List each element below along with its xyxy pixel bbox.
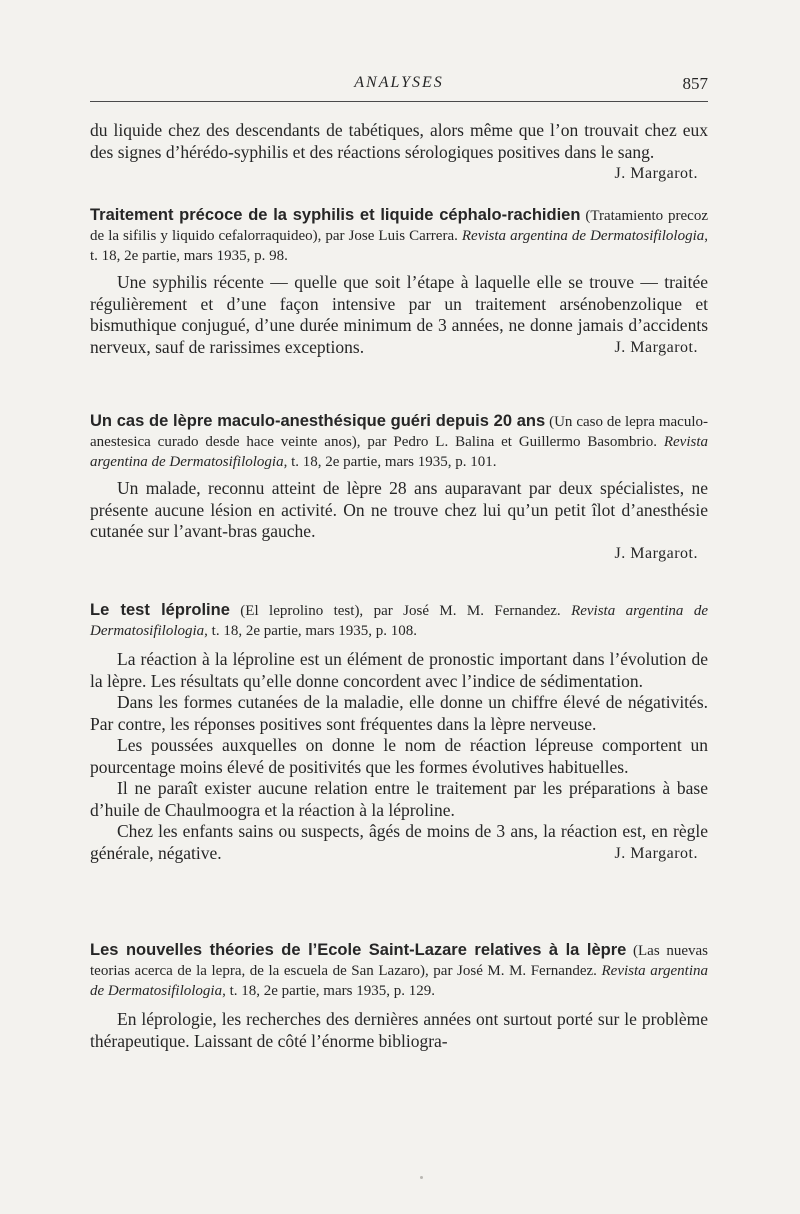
entry-1-ref-a: (Tratamiento precoz de la sifilis y liquido cefalorraquideo), par Jose Luis Carrera.: [90, 208, 708, 244]
entry-2-paragraph-1: Un malade, reconnu atteint de lèpre 28 ans auparavant par deux spécialistes, ne présente aucune lésion en activité. On ne trouve chez lui qu’un petit îlot d’anesthésie cutanée sur l’avant-bras gauche.: [90, 478, 708, 541]
header-rule: [90, 101, 708, 102]
intro-paragraph: [90, 120, 708, 182]
entry-1-ref-b: , t. 18, 2e partie, mars 1935, p. 98.: [90, 228, 708, 264]
intro-text: du liquide chez des descendants de tabétiques, alors même que l’on trouvait chez eux des signes d’hérédo-syphilis et des réactions sérologiques positives dans le sang.: [90, 120, 708, 162]
entry-3: [90, 600, 708, 864]
entry-1: [90, 205, 708, 358]
entry-3-heading: [90, 600, 708, 641]
entry-2-ref-a: (Un caso de lepra maculo-anestesica curado desde hace veinte anos), par Pedro L. Balina et Guillermo Basombrio.: [90, 414, 708, 450]
entry-2-title: Un cas de lèpre maculo-anesthésique guéri depuis 20 ans: [90, 412, 546, 430]
entry-4-ref-a: (Las nuevas teorias acerca de la lepra, de la escuela de San Lazaro), par José M. M. Fernandez.: [90, 943, 709, 979]
entry-1-journal: Revista argentina de Dermatosifilologia: [461, 228, 705, 244]
entry-4: [90, 940, 708, 1052]
entry-1-paragraph-1-text: Une syphilis récente — quelle que soit l’étape à laquelle elle se trouve — traitée régulièrement et d’une façon intensive par un traitement arsénobenzolique et bismuthique conjugué, d’une durée minimum de 3 années, ne donne jamais d’accidents nerveux, sauf de rarissimes exceptions.: [90, 272, 708, 357]
entry-2-signature: J. Margarot.: [614, 544, 698, 562]
intro-signature: J. Margarot.: [614, 165, 698, 182]
paper-speck: [420, 1176, 423, 1179]
entry-2: [90, 411, 708, 564]
entry-3-paragraph-3: Les poussées auxquelles on donne le nom de réaction lépreuse comportent un pourcentage moins élevé de positivités que les formes évolutives habituelles.: [90, 735, 708, 777]
entry-3-paragraph-4: Il ne paraît exister aucune relation entre le traitement par les préparations à base d’huile de Chaulmoogra et la réaction à la léproline.: [90, 778, 708, 820]
entry-3-paragraph-2: Dans les formes cutanées de la maladie, elle donne un chiffre élevé de négativités. Par contre, les réponses positives sont fréquentes dans la lèpre nerveuse.: [90, 692, 708, 734]
intro-block: [90, 120, 708, 185]
entry-2-heading: [90, 411, 708, 472]
entry-3-paragraph-5-text: Chez les enfants sains ou suspects, âgés de moins de 3 ans, la réaction est, en règle générale, négative.: [90, 821, 708, 863]
entry-3-ref-b: , t. 18, 2e partie, mars 1935, p. 108.: [204, 623, 418, 639]
entry-3-journal: Revista argentina de Dermatosifilologia: [90, 603, 708, 639]
entry-2-ref-b: , t. 18, 2e partie, mars 1935, p. 101.: [283, 454, 497, 470]
entry-4-ref-b: , t. 18, 2e partie, mars 1935, p. 129.: [222, 983, 435, 999]
entry-3-title: Le test léproline: [90, 601, 230, 619]
entry-1-signature: J. Margarot.: [614, 338, 698, 356]
entry-3-paragraph-1: La réaction à la léproline est un élément de pronostic important dans l’évolution de la lèpre. Les résultats qu’elle donne concordent avec l’indice de sédimentation.: [90, 649, 708, 691]
entry-3-ref-a: (El leprolino test), par José M. M. Fernandez.: [229, 603, 572, 619]
page-number: 857: [682, 74, 708, 93]
entry-2-journal: Revista argentina de Dermatosifilologia: [90, 434, 708, 470]
entry-1-heading: [90, 205, 708, 266]
entry-4-journal: Revista argentina de Dermatosifilologia: [90, 963, 708, 999]
entry-3-paragraph-5: [90, 821, 708, 864]
entry-1-paragraph-1: [90, 272, 708, 358]
running-title: ANALYSES: [354, 74, 444, 91]
entry-4-heading: [90, 940, 708, 1001]
entry-1-title: Traitement précoce de la syphilis et liquide céphalo-rachidien: [90, 206, 581, 224]
entry-3-signature: J. Margarot.: [614, 844, 698, 862]
entry-4-paragraph-1: En léprologie, les recherches des dernières années ont surtout porté sur le problème thérapeutique. Laissant de côté l’énorme bibliogra-: [90, 1009, 708, 1051]
entry-4-title: Les nouvelles théories de l’Ecole Saint-Lazare relatives à la lèpre: [90, 941, 627, 959]
running-head: [90, 74, 708, 100]
